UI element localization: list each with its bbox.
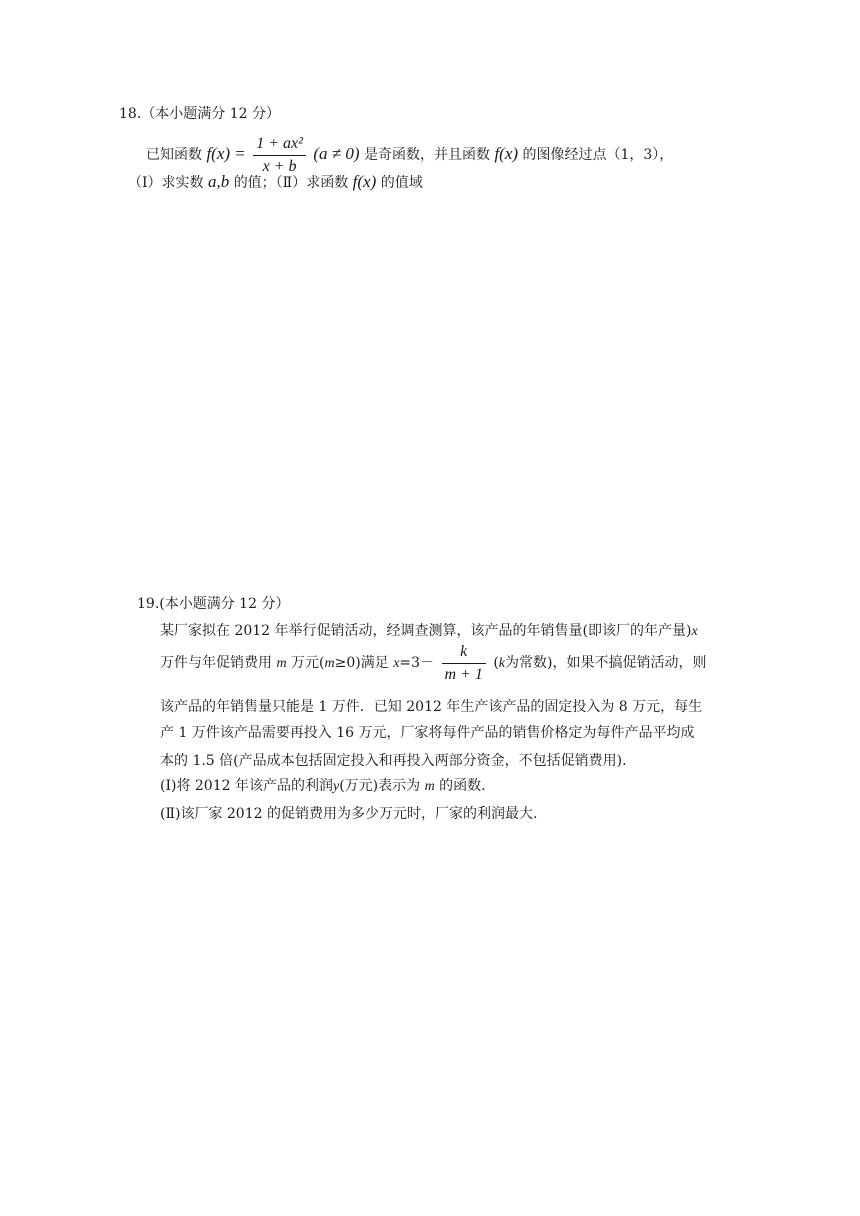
- q18-part1-prefix: （Ⅰ）求实数: [128, 175, 204, 191]
- q18-part1-vars: a,b: [207, 172, 230, 191]
- q18-condition: (a ≠ 0): [313, 144, 360, 163]
- q19-line-3: 该产品的年销售量只能是 1 万件．已知 2012 年生产该产品的固定投入为 8 万元，每生: [160, 699, 703, 715]
- q19-line-4: 产 1 万件该产品需要再投入 16 万元，厂家将每件产品的销售价格定为每件产品平均成: [160, 725, 695, 741]
- q19-line-1: [160, 621, 698, 642]
- q18-f-lhs: f(x) =: [206, 144, 246, 163]
- q19-fraction-numerator: k: [442, 643, 486, 664]
- q19-fraction-denominator: m + 1: [444, 665, 483, 683]
- q18-fraction-denominator: x + b: [262, 157, 297, 175]
- q19-l2-eq: =3－: [399, 655, 435, 671]
- q19-line-2: [160, 641, 706, 685]
- q19-l2-a: 万件与年促销费用: [160, 655, 272, 671]
- q19-l1-text: 某厂家拟在 2012 年举行促销活动，经调查测算，该产品的年销售量(即该厂的年产量): [160, 623, 692, 639]
- q19-fraction: [442, 643, 486, 684]
- q19-l2-e: 为常数)，如果不搞促销活动，则: [505, 655, 707, 671]
- q19-p1-m: m: [424, 779, 435, 794]
- q18-stmt-prefix: 已知函数: [146, 147, 202, 163]
- q19-l2-c: ≥0)满足: [334, 655, 389, 671]
- q19-part-2: (Ⅱ)该厂家 2012 的促销费用为多少万元时，厂家的利润最大.: [160, 806, 538, 822]
- q19-l2-b: 万元(: [291, 655, 325, 671]
- q19-l2-k: k: [498, 656, 505, 671]
- q19-part-1: [160, 776, 486, 797]
- q18-stmt-suffix: 的图像经过点（1，3），: [522, 147, 674, 163]
- q18-fraction-numerator: 1 + ax²: [253, 135, 306, 156]
- q19-l1-x: x: [691, 624, 698, 639]
- q18-part2-f: f(x): [352, 172, 377, 191]
- q18-heading: 18.（本小题满分 12 分）: [119, 106, 280, 122]
- q19-p1-b: (万元)表示为: [339, 778, 421, 794]
- q18-f-ref: f(x): [494, 144, 519, 163]
- q19-l2-x: x: [393, 656, 400, 671]
- q19-p1-c: 的函数.: [439, 778, 486, 794]
- q18-part2-suffix: 的值域: [380, 175, 423, 191]
- q18-fraction: [253, 135, 306, 176]
- q19-l2-m1: m: [276, 656, 287, 671]
- q19-l2-d: (: [493, 655, 499, 671]
- q19-l2-m2: m: [324, 656, 335, 671]
- q18-stmt-mid: 是奇函数，并且函数: [363, 147, 490, 163]
- q18-parts: [128, 172, 423, 193]
- q18-statement: [146, 131, 673, 177]
- q19-p1-a: (Ⅰ)将 2012 年该产品的利润: [160, 778, 333, 794]
- q19-heading: 19.(本小题满分 12 分）: [137, 596, 290, 612]
- q18-part1-suffix: 的值；（Ⅱ）求函数: [233, 175, 349, 191]
- q19-p1-y: y: [332, 779, 340, 794]
- q19-line-5: 本的 1.5 倍(产品成本包括固定投入和再投入两部分资金，不包括促销费用).: [160, 753, 627, 769]
